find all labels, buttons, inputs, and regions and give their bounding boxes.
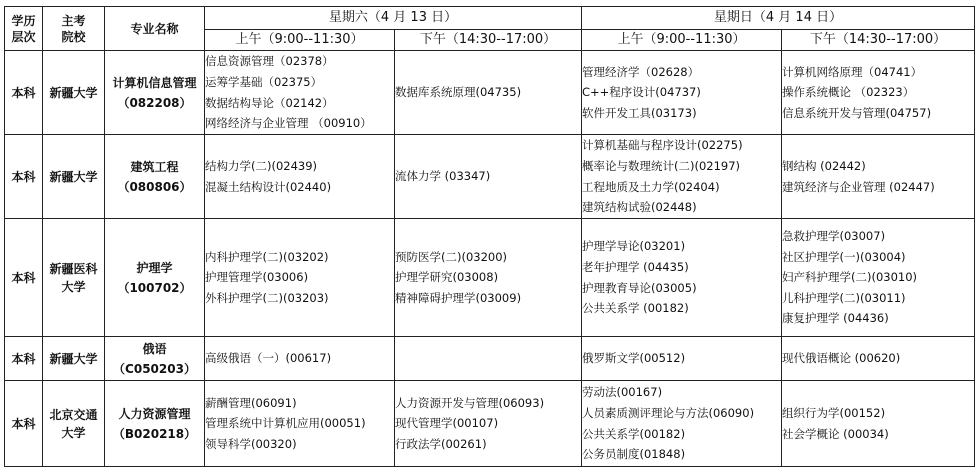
- course-cell-sun-am: [582, 337, 782, 381]
- level-cell: 本科: [5, 219, 43, 337]
- course-item: 现代管理学(00107): [395, 416, 499, 431]
- school-name-line: 大学: [61, 425, 86, 440]
- course-item: 精神障碍护理学(03009): [395, 290, 522, 305]
- header-school: 主考 院校: [43, 7, 105, 51]
- course-item: 人员素质测评理论与方法(06090): [582, 405, 755, 420]
- course-item: 运筹学基础（02375）: [205, 74, 323, 89]
- school-cell: [43, 51, 105, 135]
- school-cell: [43, 337, 105, 381]
- major-cell: [105, 51, 205, 135]
- course-item: 护理管理学(03006): [205, 270, 309, 285]
- header-level: 学历 层次: [5, 7, 43, 51]
- course-cell-sun-pm: [782, 381, 975, 467]
- school-name-line: 新疆大学: [49, 169, 98, 184]
- course-item: 内科护理学(二)(03202): [205, 249, 329, 264]
- course-item: 公共关系学(00182): [582, 426, 686, 441]
- level-cell: 本科: [5, 51, 43, 135]
- course-item: 建筑结构试验(02448): [582, 200, 697, 215]
- course-cell-sat-pm: [395, 51, 582, 135]
- course-cell-sat-pm: [395, 219, 582, 337]
- course-item: 预防医学(二)(03200): [395, 249, 508, 264]
- course-item: 人力资源开发与管理(06093): [395, 395, 545, 410]
- course-cell-sat-am: [205, 219, 395, 337]
- header-day-saturday: 星期六（4 月 13 日）: [205, 7, 582, 30]
- header-sun-morning: 上午（9:00--11:30）: [582, 30, 782, 51]
- course-item: 组织行为学(00152): [782, 405, 886, 420]
- table-row: [5, 135, 975, 219]
- course-cell-sun-pm: [782, 51, 975, 135]
- course-cell-sat-am: [205, 337, 395, 381]
- course-item: 管理系统中计算机应用(00051): [205, 416, 366, 431]
- header-sun-afternoon: 下午（14:30--17:00）: [782, 30, 975, 51]
- school-cell: [43, 135, 105, 219]
- course-item: 信息系统开发与管理(04757): [782, 105, 932, 120]
- school-name-line: 新疆大学: [49, 351, 98, 366]
- major-name: 护理学: [136, 260, 173, 275]
- course-item: 领导科学(00320): [205, 436, 297, 451]
- course-item: 管理经济学（02628）: [582, 64, 700, 79]
- course-item: 劳动法(00167): [582, 385, 663, 400]
- exam-schedule-table: [4, 6, 975, 467]
- school-name-line: 新疆大学: [49, 85, 98, 100]
- course-item: 混凝土结构设计(02440): [205, 179, 332, 194]
- course-item: 儿科护理学(二)(03011): [782, 290, 906, 305]
- course-cell-sun-pm: [782, 337, 975, 381]
- course-item: 薪酬管理(06091): [205, 395, 297, 410]
- course-cell-sun-am: [582, 135, 782, 219]
- table-row: [5, 219, 975, 337]
- course-item: 计算机基础与程序设计(02275): [582, 138, 743, 153]
- major-code: （B020218）: [112, 426, 197, 441]
- level-cell: 本科: [5, 135, 43, 219]
- course-cell-sat-am: [205, 381, 395, 467]
- course-cell-sat-pm: [395, 135, 582, 219]
- course-cell-sat-am: [205, 51, 395, 135]
- header-major: 专业名称: [105, 7, 205, 51]
- schedule-body: [5, 51, 975, 467]
- school-name-line: 大学: [61, 279, 86, 294]
- course-item: 老年护理学 (04435): [582, 259, 689, 274]
- header-sat-afternoon: 下午（14:30--17:00）: [395, 30, 582, 51]
- major-cell: [105, 219, 205, 337]
- course-cell-sat-am: [205, 135, 395, 219]
- course-cell-sun-am: [582, 219, 782, 337]
- course-cell-sun-am: [582, 381, 782, 467]
- course-item: 护理学研究(03008): [395, 270, 499, 285]
- course-item: 俄罗斯文学(00512): [582, 351, 686, 366]
- course-item: 概率论与数理统计(二)(02197): [582, 158, 741, 173]
- course-item: 结构力学(二)(02439): [205, 158, 318, 173]
- course-item: 护理教育导论(03005): [582, 280, 697, 295]
- school-name-line: 北京交通: [49, 407, 98, 422]
- school-cell: [43, 381, 105, 467]
- major-code: （080806）: [117, 179, 192, 194]
- table-row: [5, 381, 975, 467]
- course-item: 网络经济与企业管理 （00910）: [205, 116, 372, 131]
- course-item: 软件开发工具(03173): [582, 105, 697, 120]
- course-cell-sun-am: [582, 51, 782, 135]
- level-cell: 本科: [5, 337, 43, 381]
- course-item: 流体力学 (03347): [395, 169, 491, 184]
- course-cell-sat-pm: [395, 381, 582, 467]
- header-sat-morning: 上午（9:00--11:30）: [205, 30, 395, 51]
- course-item: 计算机网络原理（04741）: [782, 64, 923, 79]
- table-row: [5, 337, 975, 381]
- school-cell: [43, 219, 105, 337]
- course-item: 外科护理学(二)(03203): [205, 290, 329, 305]
- course-item: 急救护理学(03007): [782, 229, 886, 244]
- course-item: C++程序设计(04737): [582, 85, 701, 100]
- table-row: [5, 51, 975, 135]
- course-item: 信息资源管理（02378）: [205, 54, 334, 69]
- major-code: （082208）: [117, 95, 192, 110]
- header-day-sunday: 星期日（4 月 14 日）: [582, 7, 975, 30]
- course-item: 工程地质及土力学(02404): [582, 179, 720, 194]
- school-name-line: 新疆医科: [49, 261, 98, 276]
- major-name: 俄语: [142, 341, 167, 356]
- course-item: 公共关系学 (00182): [582, 301, 689, 316]
- major-name: 人力资源管理: [118, 406, 191, 421]
- course-item: 数据库系统原理(04735): [395, 85, 522, 100]
- course-cell-sun-pm: [782, 219, 975, 337]
- course-item: 操作系统概论 （02323）: [782, 85, 915, 100]
- course-item: 公务员制度(01848): [582, 447, 686, 462]
- course-item: 行政法学(00261): [395, 436, 487, 451]
- major-code: （C050203）: [113, 361, 196, 376]
- course-item: 康复护理学 (04436): [782, 311, 889, 326]
- level-cell: 本科: [5, 381, 43, 467]
- course-item: 社区护理学(一)(03004): [782, 249, 906, 264]
- course-cell-sun-pm: [782, 135, 975, 219]
- course-item: 妇产科护理学(二)(03010): [782, 270, 918, 285]
- major-name: 计算机信息管理: [112, 75, 197, 90]
- course-item: 数据结构导论（02142）: [205, 95, 334, 110]
- course-item: 护理学导论(03201): [582, 239, 686, 254]
- course-item: 建筑经济与企业管理 (02447): [782, 179, 935, 194]
- major-cell: [105, 337, 205, 381]
- major-cell: [105, 381, 205, 467]
- course-item: 社会学概论 (00034): [782, 426, 889, 441]
- course-item: 高级俄语（一）(00617): [205, 351, 332, 366]
- major-cell: [105, 135, 205, 219]
- major-code: （100702）: [117, 280, 192, 295]
- course-item: 现代俄语概论 (00620): [782, 351, 901, 366]
- major-name: 建筑工程: [130, 159, 179, 174]
- course-item: 钢结构 (02442): [782, 158, 866, 173]
- course-cell-sat-pm: [395, 337, 582, 381]
